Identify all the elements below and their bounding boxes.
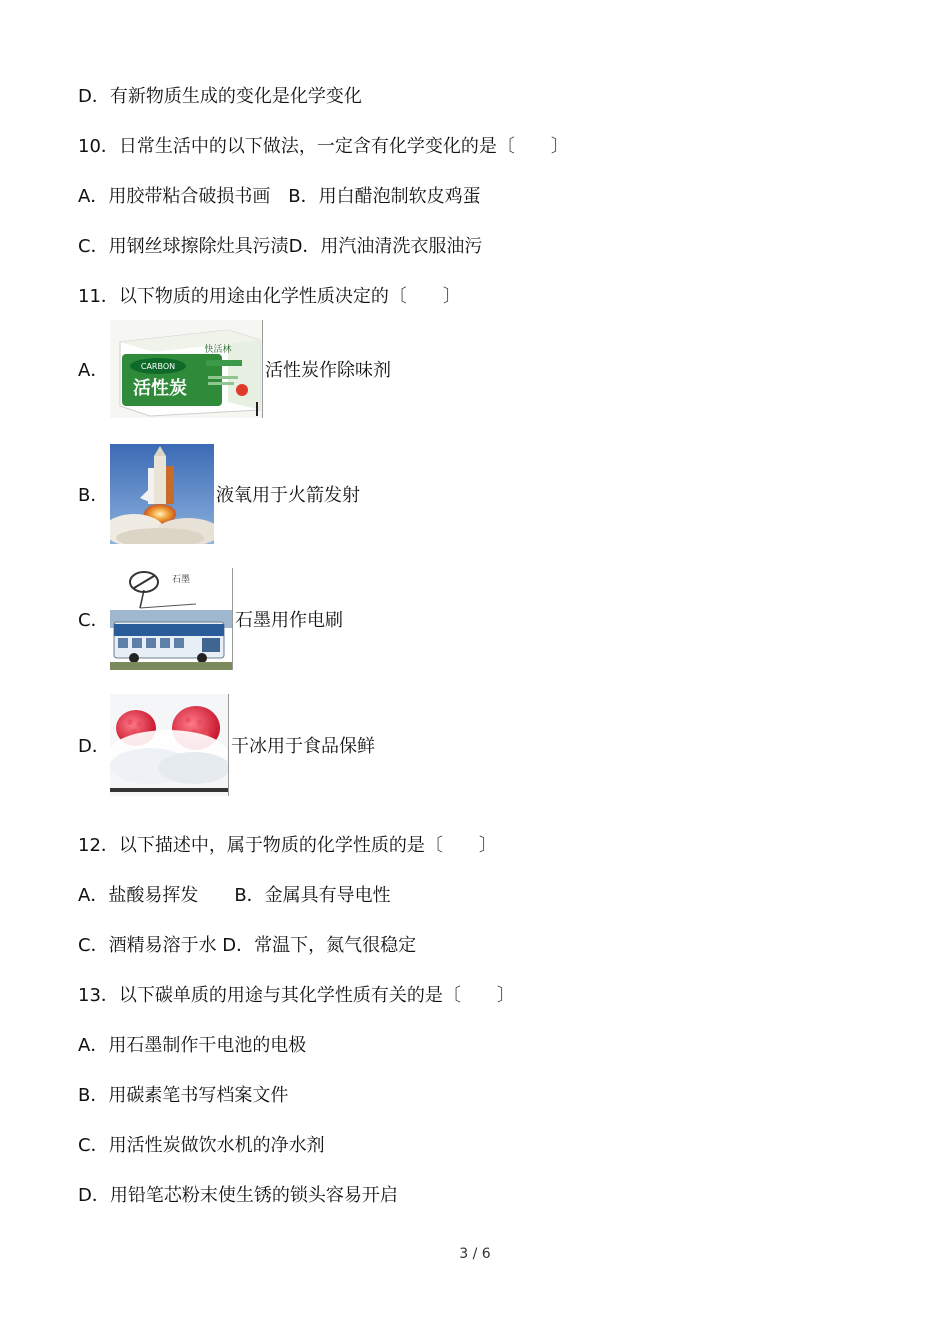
q13-option-d: D．用铅笔芯粉末使生锈的锁头容易开启 <box>78 1185 398 1206</box>
q12-options-ab: A．盐酸易挥发 B．金属具有导电性 <box>78 885 391 906</box>
q10-options-cd: C．用钢丝球擦除灶具污渍D．用汽油清洗衣服油污 <box>78 236 483 257</box>
q10-stem: 10．日常生活中的以下做法，一定含有化学变化的是〔 〕 <box>78 136 569 157</box>
q11-option-d <box>78 694 375 796</box>
q12-stem: 12．以下描述中，属于物质的化学性质的是〔 〕 <box>78 835 497 856</box>
option-caption: 石墨用作电刷 <box>235 610 343 631</box>
carbon-label: CARBON <box>140 362 176 371</box>
option-letter: D． <box>78 736 110 757</box>
q13-option-a: A．用石墨制作干电池的电极 <box>78 1035 307 1056</box>
q10-options-ab: A．用胶带粘合破损书画 B．用白醋泡制软皮鸡蛋 <box>78 186 481 207</box>
brand-label: 快活林 <box>204 345 232 355</box>
q13-option-c: C．用活性炭做饮水机的净水剂 <box>78 1135 325 1156</box>
q11-option-c <box>78 568 343 670</box>
q11-stem: 11．以下物质的用途由化学性质决定的〔 〕 <box>78 286 461 307</box>
page-number: 3 / 6 <box>459 1246 491 1262</box>
q12-options-cd: C．酒精易溶于水 D．常温下，氮气很稳定 <box>78 935 417 956</box>
carbon-chinese-label: 活性炭 <box>133 378 187 399</box>
q13-option-b: B．用碳素笔书写档案文件 <box>78 1085 289 1106</box>
activated-carbon-box-image <box>110 320 263 418</box>
q13-stem: 13．以下碳单质的用途与其化学性质有关的是〔 〕 <box>78 985 515 1006</box>
option-letter: B． <box>78 485 109 506</box>
q9-option-d: D．有新物质生成的变化是化学变化 <box>78 86 362 107</box>
trolleybus-image <box>110 568 233 670</box>
q11-option-b <box>78 444 360 544</box>
option-caption: 活性炭作除味剂 <box>265 360 391 381</box>
dry-ice-raspberry-image <box>110 694 229 796</box>
option-caption: 液氧用于火箭发射 <box>216 485 360 506</box>
rocket-launch-image <box>110 444 214 544</box>
option-letter: A． <box>78 360 109 381</box>
option-caption: 干冰用于食品保鲜 <box>231 736 375 757</box>
option-letter: C． <box>78 610 109 631</box>
graphite-label: 石墨 <box>172 575 191 585</box>
q11-option-a <box>78 320 391 418</box>
